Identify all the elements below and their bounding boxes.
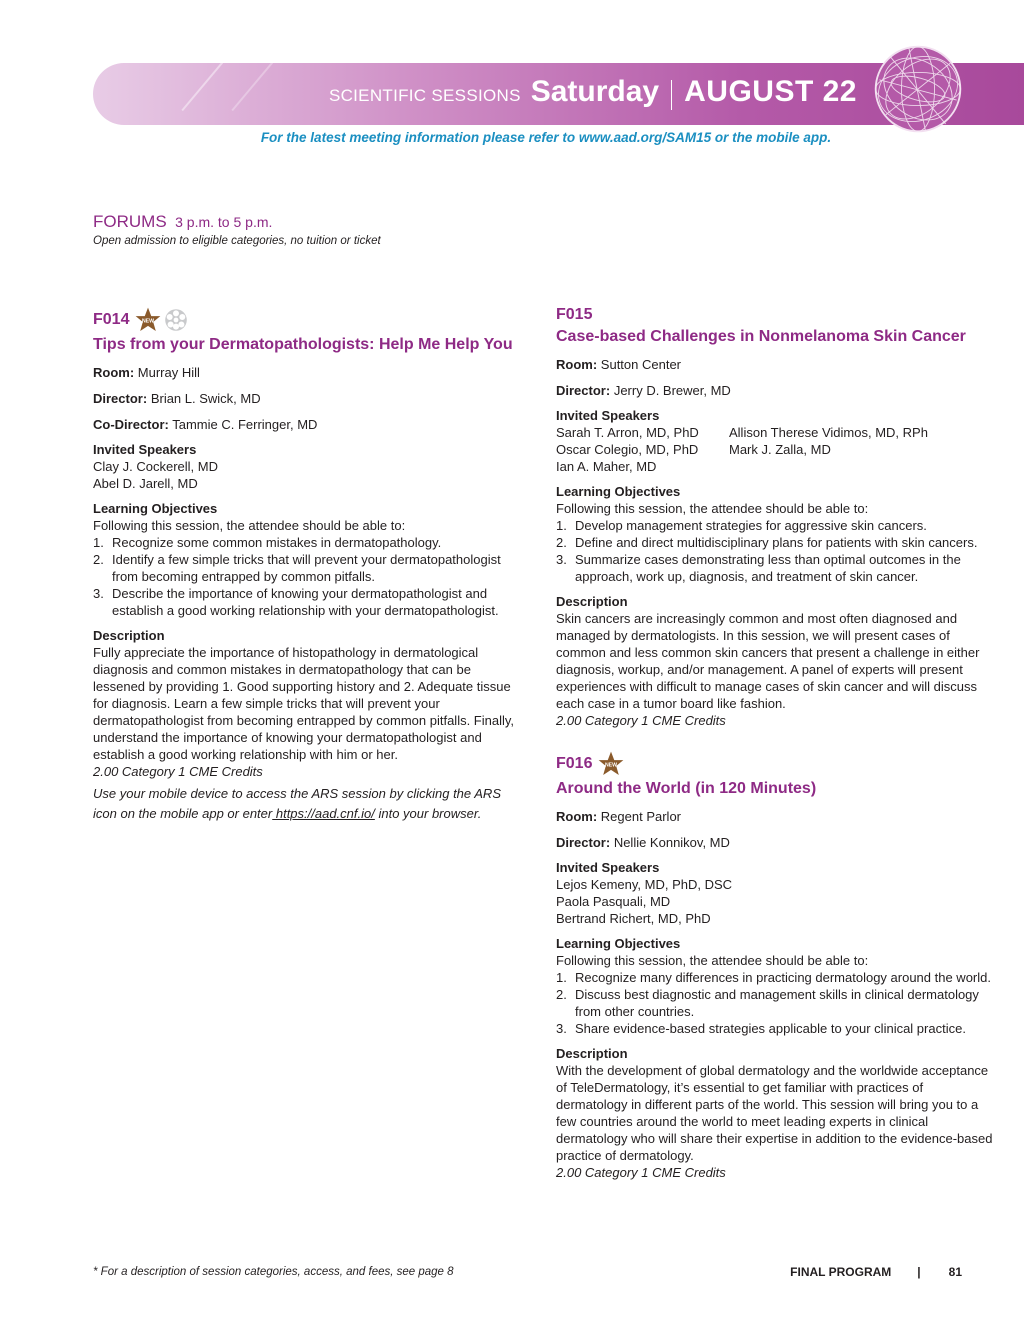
footer-separator: |	[917, 1265, 921, 1279]
speakers-heading: Invited Speakers	[556, 408, 660, 423]
speaker-name: Oscar Colegio, MD, PhD	[556, 442, 699, 457]
objective-item	[93, 585, 518, 619]
speakers-grid	[556, 424, 996, 475]
page-number: 81	[948, 1265, 962, 1279]
objective-number: 2.	[556, 987, 567, 1002]
speaker-name: Sarah T. Arron, MD, PhD	[556, 425, 699, 440]
session-f016	[556, 751, 996, 1181]
session-code-row	[93, 307, 518, 333]
codirector-label: Co-Director:	[93, 417, 169, 432]
session-f014	[93, 307, 518, 824]
objective-text: Summarize cases demonstrating less than optimal outcomes in the approach, work up, diagnosis, and treatment of skin cancer.	[575, 552, 961, 584]
cme-credits: 2.00 Category 1 CME Credits	[93, 764, 263, 779]
footer-note: * For a description of session categories, access, and fees, see page 8	[93, 1266, 454, 1278]
description-text: Skin cancers are increasingly common and most often diagnosed and managed by dermatologists. In this session, we will present cases of common and less common skin cancers that present a challenge in either diagnosis, workup, and/or management. A panel of experts will present experiences with difficult to manage cases of skin cancer and will discuss each case in a tumor board like fashion.	[556, 611, 980, 711]
day-label: Saturday	[530, 75, 660, 108]
objective-item	[556, 517, 996, 534]
session-code: F014	[93, 311, 130, 328]
speakers-heading: Invited Speakers	[556, 860, 660, 875]
speaker-name: Clay J. Cockerell, MD	[93, 459, 218, 474]
session-title: Tips from your Dermatopathologists: Help Me Help You	[93, 336, 513, 353]
ars-text-end: into your browser.	[374, 806, 482, 821]
room-value: Regent Parlor	[600, 809, 682, 824]
director-field	[93, 390, 518, 407]
objective-number: 2.	[93, 552, 104, 567]
objective-text: Recognize many differences in practicing dermatology around the world.	[575, 970, 991, 985]
objective-text: Describe the importance of knowing your dermatopathologist and establish a good working relationship with your dermatopathologist.	[112, 586, 499, 618]
meeting-info-link[interactable]: For the latest meeting information please refer to www.aad.org/SAM15 or the mobile app.	[260, 130, 832, 145]
room-field	[556, 808, 996, 825]
session-title: Case-based Challenges in Nonmelanoma Skin Cancer	[556, 328, 966, 345]
director-value: Nellie Konnikov, MD	[613, 835, 730, 850]
objective-number: 3.	[556, 1021, 567, 1036]
description-text: Fully appreciate the importance of histopathology in dermatological diagnosis and common mistakes in dermatopathology that can be lessened by providing 1. Good supporting history and 2. Adequate tissue for diagnosis. Learn a few simple tricks that will prevent your dermatopathologist from becoming entrapped by common pitfalls. Finally, understand the importance of knowing your dermatopathologist and establish a good working relationship with him or her.	[93, 645, 515, 762]
banner-title	[329, 75, 857, 115]
room-label: Room:	[556, 809, 598, 824]
ars-instructions	[93, 784, 518, 824]
room-label: Room:	[93, 365, 135, 380]
forums-time: 3 p.m. to 5 p.m.	[175, 214, 273, 230]
objectives-heading: Learning Objectives	[556, 936, 681, 951]
speaker-name: Ian A. Maher, MD	[556, 459, 657, 474]
objectives-heading: Learning Objectives	[93, 501, 218, 516]
objectives-intro: Following this session, the attendee should be able to:	[556, 501, 869, 516]
description-text: With the development of global dermatology and the worldwide acceptance of TeleDermatology, it’s essential to get familiar with practices of dermatology in different parts of the world. This session will bring you to a few countries around the world to meet leading experts in clinical dermatology who will share their expertise in addition to the evidence-based practice of dermatology.	[556, 1063, 993, 1163]
speaker-name: Bertrand Richert, MD, PhD	[556, 911, 711, 926]
cme-credits: 2.00 Category 1 CME Credits	[556, 713, 726, 728]
description-heading: Description	[556, 1046, 628, 1061]
speakers-heading: Invited Speakers	[93, 442, 197, 457]
objective-number: 1.	[556, 970, 567, 985]
objective-number: 1.	[93, 535, 104, 550]
objective-number: 2.	[556, 535, 567, 550]
objective-item	[556, 1020, 996, 1037]
new-star-badge-icon	[598, 751, 624, 777]
objective-text: Discuss best diagnostic and management skills in clinical dermatology from other countries.	[575, 987, 979, 1019]
objective-number: 3.	[93, 586, 104, 601]
cme-credits: 2.00 Category 1 CME Credits	[556, 1165, 726, 1180]
director-field	[556, 382, 996, 399]
room-field	[93, 364, 518, 381]
objective-text: Recognize some common mistakes in dermatopathology.	[112, 535, 442, 550]
new-badge-text: NEW	[142, 318, 155, 325]
objective-number: 3.	[556, 552, 567, 567]
objectives-intro: Following this session, the attendee should be able to:	[93, 518, 406, 533]
forums-title: FORUMS	[93, 212, 167, 231]
objectives-intro: Following this session, the attendee should be able to:	[556, 953, 869, 968]
session-spacer	[556, 729, 996, 751]
speaker-name: Mark J. Zalla, MD	[729, 442, 831, 457]
new-star-badge-icon	[135, 307, 161, 333]
codirector-value: Tammie C. Ferringer, MD	[172, 417, 318, 432]
session-code: F015	[556, 306, 593, 323]
objectives-heading: Learning Objectives	[556, 484, 681, 499]
ars-link[interactable]: https://aad.cnf.io/	[272, 806, 375, 821]
objectives-list	[93, 534, 518, 619]
objective-text: Identify a few simple tricks that will prevent your dermatopathologist from becoming entrapped by common pitfalls.	[112, 552, 501, 584]
objective-text: Develop management strategies for aggressive skin cancers.	[575, 518, 927, 533]
globe-logo-icon	[872, 43, 964, 135]
director-label: Director:	[93, 391, 148, 406]
forums-note: Open admission to eligible categories, no tuition or ticket	[93, 235, 381, 247]
room-field	[556, 356, 996, 373]
room-value: Murray Hill	[137, 365, 200, 380]
objectives-list	[556, 969, 996, 1037]
speaker-name: Lejos Kemeny, MD, PhD, DSC	[556, 877, 733, 892]
date-label: AUGUST 22	[684, 75, 857, 108]
director-label: Director:	[556, 383, 611, 398]
right-column	[556, 305, 996, 1181]
sessions-label: SCIENTIFIC SESSIONS	[328, 86, 521, 105]
session-code: F016	[556, 755, 593, 772]
director-field	[556, 834, 996, 851]
objective-item	[93, 534, 518, 551]
speaker-name: Allison Therese Vidimos, MD, RPh	[729, 425, 928, 440]
title-divider	[671, 80, 672, 110]
footer-program-label: FINAL PROGRAM	[790, 1265, 892, 1279]
new-badge-text: NEW	[605, 762, 618, 769]
objective-item	[556, 534, 996, 551]
forums-heading	[93, 212, 381, 247]
footer-program	[790, 1265, 962, 1279]
objective-text: Define and direct multidisciplinary plans for patients with skin cancers.	[575, 535, 978, 550]
objective-item	[93, 551, 518, 585]
objective-item	[556, 969, 996, 986]
director-value: Brian L. Swick, MD	[150, 391, 261, 406]
director-label: Director:	[556, 835, 611, 850]
director-value: Jerry D. Brewer, MD	[613, 383, 731, 398]
codirector-field	[93, 416, 518, 433]
room-value: Sutton Center	[600, 357, 682, 372]
film-reel-icon	[164, 308, 188, 332]
objective-item	[556, 551, 996, 585]
ars-text: Use your mobile device to access the ARS session by clicking the ARS icon on the mobile app or enter	[93, 786, 501, 821]
session-title: Around the World (in 120 Minutes)	[556, 780, 817, 797]
objective-number: 1.	[556, 518, 567, 533]
session-code-row	[556, 751, 996, 777]
objectives-list	[556, 517, 996, 585]
speaker-name: Abel D. Jarell, MD	[93, 476, 198, 491]
speaker-name: Paola Pasquali, MD	[556, 894, 671, 909]
description-heading: Description	[93, 628, 165, 643]
description-heading: Description	[556, 594, 628, 609]
room-label: Room:	[556, 357, 598, 372]
session-f015	[556, 305, 996, 729]
objective-item	[556, 986, 996, 1020]
objective-text: Share evidence-based strategies applicable to your clinical practice.	[575, 1021, 966, 1036]
